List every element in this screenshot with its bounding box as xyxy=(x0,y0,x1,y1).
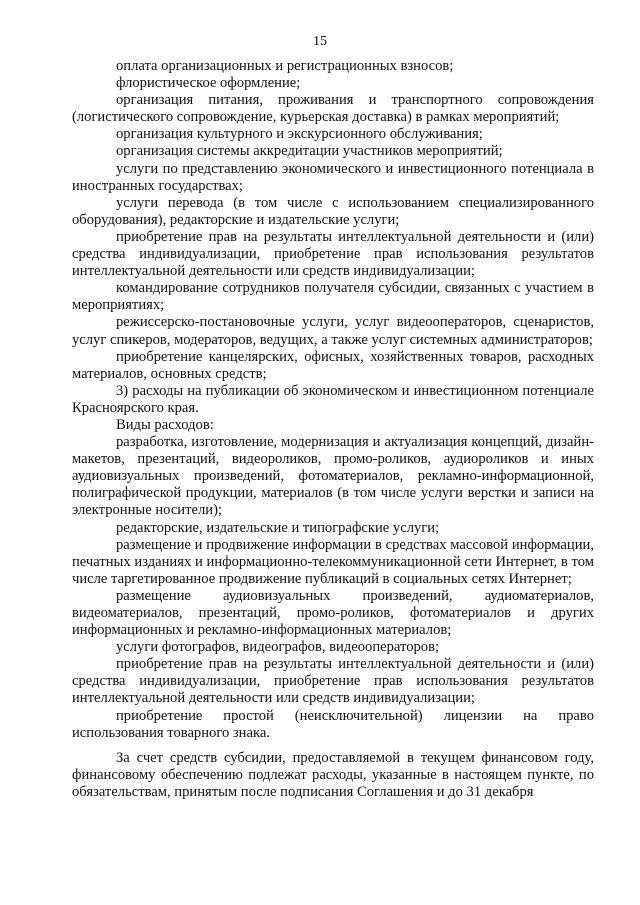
paragraph-trademark-license: приобретение простой (неисключительной) лицензии на право использования товарного знака. xyxy=(72,707,594,741)
paragraph-subsidy-funding: За счет средств субсидии, предоставляемой в текущем финансовом году, финансовому обеспечению подлежат расходы, указанные в настоящем пункте, по обязательствам, принятым после подписания Соглашения и до 31 декабря xyxy=(72,749,594,800)
paragraph-publication-expenses: 3) расходы на публикации об экономическом и инвестиционном потенциале Красноярского края. xyxy=(72,382,594,416)
paragraph-concept-development: разработка, изготовление, модернизация и актуализация концепций, дизайн-макетов, презентаций, видеороликов, промо-роликов, аудиороликов и иных аудиовизуальных произведений, фотоматериалов, рекламно-информационной, полиграфической продукции, материалов (в том числе услуги верстки и записи на электронные носители); xyxy=(72,434,594,519)
paragraph-audiovisual-placement: размещение аудиовизуальных произведений, аудиоматериалов, видеоматериалов, презентаций, промо-роликов, фотоматериалов и других информационных и рекламно-информационных материалов; xyxy=(72,587,594,639)
paragraph-photographers: услуги фотографов, видеографов, видеооператоров; xyxy=(116,639,440,656)
paragraph-translation: услуги перевода (в том числе с использованием специализированного оборудования), редакторские и издательские услуги; xyxy=(72,194,594,228)
paragraph-accreditation: организация системы аккредитации участников мероприятий; xyxy=(116,143,503,160)
paragraph-foreign-representation: услуги по представлению экономического и инвестиционного потенциала в иностранных государствах; xyxy=(72,160,594,194)
paragraph-intellectual-property-2: приобретение прав на результаты интеллектуальной деятельности и (или) средства индивидуализации, приобретение прав использования результатов интеллектуальной деятельности или средств индивидуализации; xyxy=(72,656,594,707)
paragraph-directing-services: режиссерско-постановочные услуги, услуг видеооператоров, сценаристов, услуг спикеров, модераторов, ведущих, а также услуг системных администраторов; xyxy=(72,314,594,348)
paragraph-intellectual-property: приобретение прав на результаты интеллектуальной деятельности и (или) средства индивидуализации, приобретение прав использования результатов интеллектуальной деятельности или средств индивидуализации; xyxy=(72,228,594,280)
paragraph-business-travel: командирование сотрудников получателя субсидии, связанных с участием в мероприятиях; xyxy=(72,280,594,314)
paragraph-floral-design: флористическое оформление; xyxy=(116,75,301,92)
paragraph-catering-transport: организация питания, проживания и транспортного сопровождения (логистического сопровождение, курьерская доставка) в рамках мероприятий; xyxy=(72,92,594,126)
paragraph-office-supplies: приобретение канцелярских, офисных, хозяйственных товаров, расходных материалов, основных средств; xyxy=(72,348,594,382)
paragraph-cultural-services: организация культурного и экскурсионного обслуживания; xyxy=(116,126,483,143)
document-body xyxy=(72,58,594,801)
paragraph-expense-types-heading: Виды расходов: xyxy=(116,416,214,433)
paragraph-registration-fees: оплата организационных и регистрационных взносов; xyxy=(116,58,454,74)
paragraph-editorial-services: редакторские, издательские и типографские услуги; xyxy=(116,519,440,536)
paragraph-media-promotion: размещение и продвижение информации в средствах массовой информации, печатных изданиях и информационно-телекоммуникационной сети Интернет, в том числе таргетированное продвижение публикаций в социальных сетях Интернет; xyxy=(72,536,594,587)
page-number: 15 xyxy=(313,34,327,49)
